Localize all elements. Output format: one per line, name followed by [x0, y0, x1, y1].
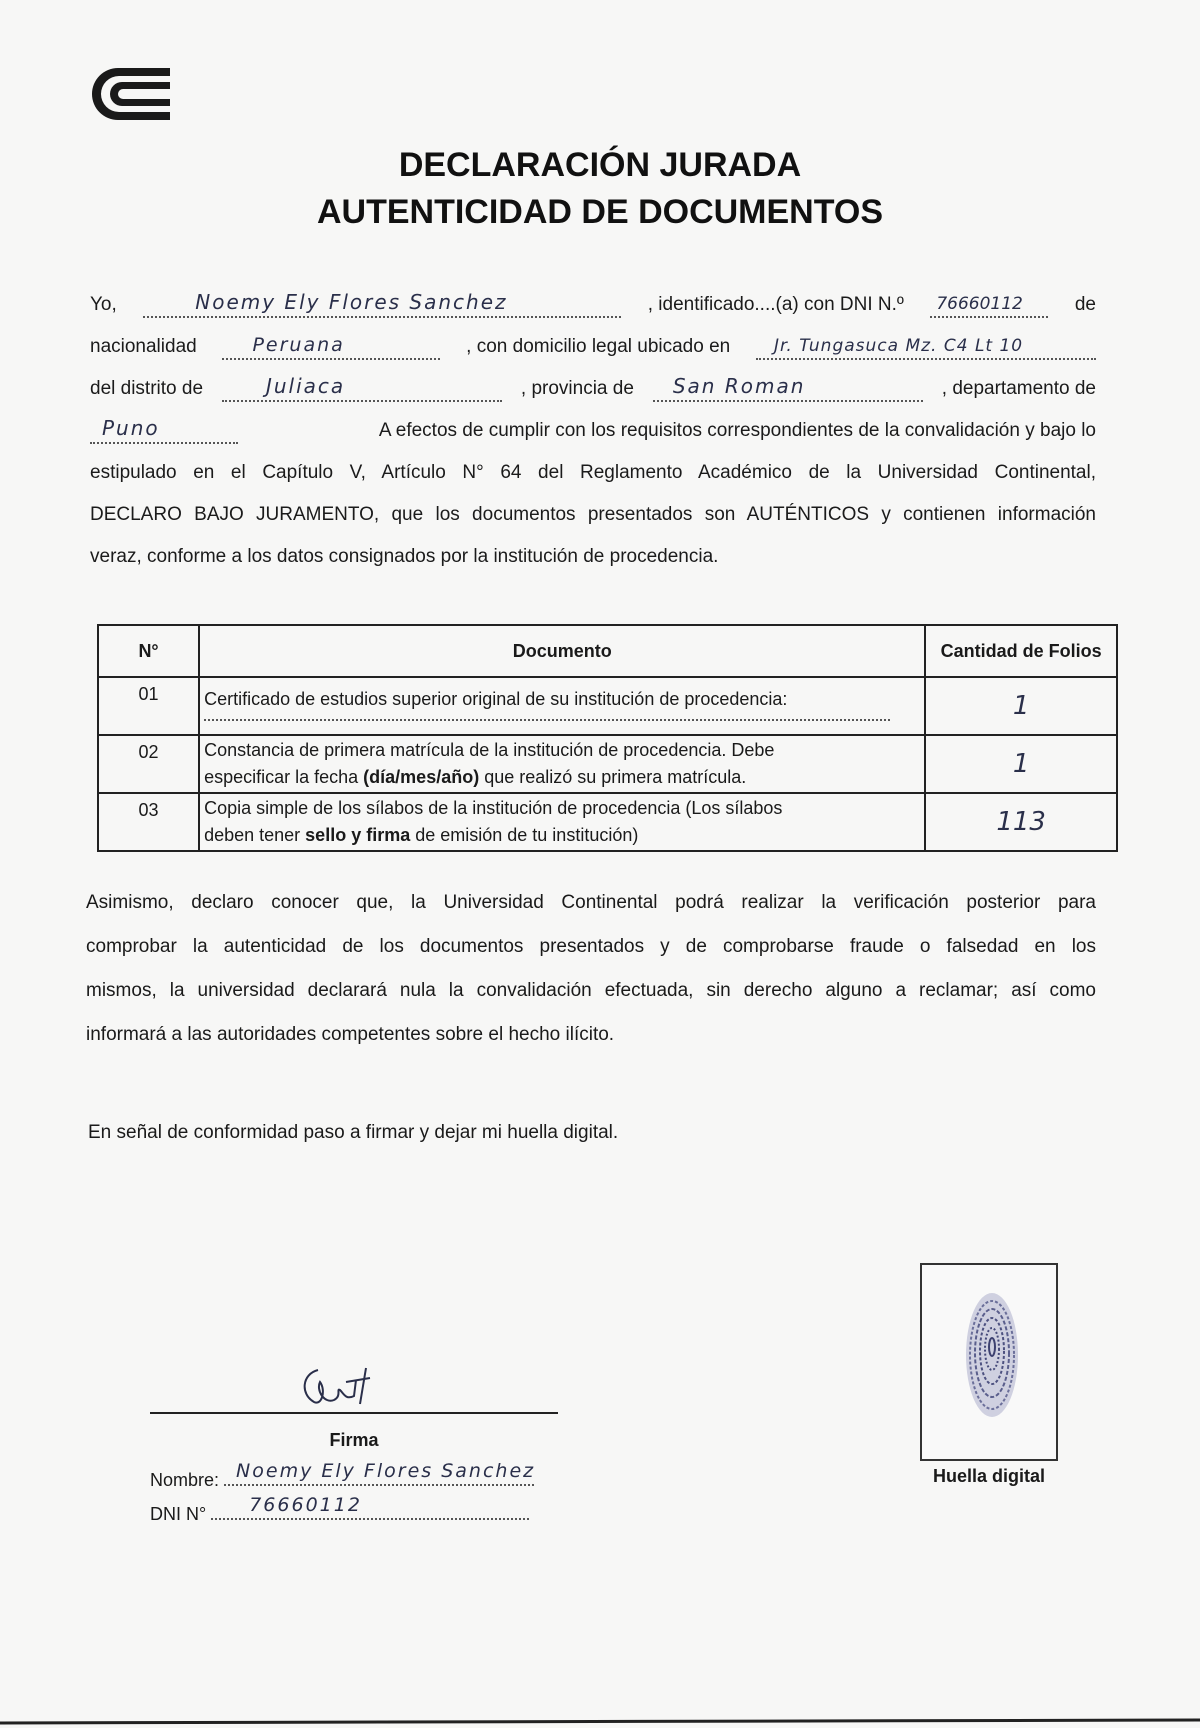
row-folios[interactable]: [925, 735, 1117, 793]
row-doc-line2-bold: (día/mes/año): [363, 767, 480, 787]
header-num: N°: [98, 625, 199, 677]
distrito-handwritten: Juliaca: [265, 374, 346, 398]
row-doc-line2-pre: deben tener: [204, 825, 306, 845]
folios-handwritten: 113: [996, 807, 1046, 837]
nacionalidad-label: nacionalidad: [90, 336, 197, 357]
provincia-handwritten: San Roman: [672, 374, 806, 398]
folios-handwritten: 1: [1012, 749, 1030, 779]
university-logo-icon: [92, 64, 174, 124]
declaration-text-7: veraz, conforme a los datos consignados por la institución de procedencia.: [90, 546, 719, 567]
conformidad-text: En señal de conformidad paso a firmar y dejar mi huella digital.: [88, 1122, 619, 1143]
domicilio-label: , con domicilio legal ubicado en: [466, 336, 731, 357]
row-num: 02: [98, 735, 199, 793]
dni-handwritten: 76660112: [936, 294, 1023, 314]
signature-dni-handwritten: 76660112: [249, 1494, 362, 1516]
nombre-handwritten: Noemy Ely Flores Sanchez: [236, 1460, 536, 1482]
declaration-text-4: A efectos de cumplir con los requisitos correspondientes de la convalidación y bajo lo: [378, 420, 1096, 441]
row-doc: [199, 793, 925, 851]
fingerprint-label: Huella digital: [932, 1466, 1046, 1486]
document-subtitle: AUTENTICIDAD DE DOCUMENTOS: [316, 193, 884, 231]
declaration-line-2: [90, 336, 1096, 370]
row-doc-dotted-line: [204, 713, 890, 721]
table-header-row: [98, 625, 1117, 677]
nombre-label: Nombre:: [150, 1470, 220, 1490]
table-row: [98, 735, 1117, 793]
de-label: de: [1074, 294, 1096, 315]
asimismo-line-2: comprobar la autenticidad de los documentos presentados y de comprobarse fraude o falsedad en los: [86, 936, 1096, 957]
domicilio-field[interactable]: [756, 336, 1096, 360]
distrito-label: del distrito de: [90, 378, 204, 399]
name-field[interactable]: [143, 290, 621, 318]
nombre-field[interactable]: [224, 1462, 534, 1486]
folios-handwritten: 1: [1012, 691, 1030, 721]
asimismo-line-3: mismos, la universidad declarará nula la convalidación efectuada, sin derecho alguno a reclamar; así como: [86, 980, 1096, 1001]
provincia-field[interactable]: [653, 374, 923, 402]
signature-dni-field[interactable]: [211, 1496, 529, 1520]
asimismo-line-1: Asimismo, declaro conocer que, la Universidad Continental podrá realizar la verificación posterior para: [86, 892, 1096, 913]
row-doc-line2-post: que realizó su primera matrícula.: [479, 767, 747, 787]
row-doc-line1: Copia simple de los sílabos de la institución de procedencia (Los sílabos: [204, 798, 783, 818]
row-num: 03: [98, 793, 199, 851]
provincia-label: , provincia de: [520, 378, 634, 399]
nacionalidad-field[interactable]: [222, 336, 440, 360]
row-doc-line2-bold: sello y firma: [305, 825, 411, 845]
declaration-line-4: [90, 416, 1096, 454]
table-row: [98, 793, 1117, 851]
row-doc-line1: Constancia de primera matrícula de la institución de procedencia. Debe: [204, 740, 775, 760]
departamento-field[interactable]: [90, 416, 238, 444]
row-doc-line2-post: de emisión de tu institución): [410, 825, 639, 845]
dni-field[interactable]: [930, 294, 1048, 318]
departamento-handwritten: Puno: [102, 416, 160, 440]
signature-line: [150, 1412, 558, 1414]
distrito-field[interactable]: [222, 374, 502, 402]
dni-label: DNI N°: [150, 1504, 207, 1524]
row-doc-line2: [204, 822, 920, 849]
declaration-line-1: [90, 290, 1096, 328]
header-doc: Documento: [199, 625, 925, 677]
signature-scribble-icon: [296, 1360, 386, 1416]
nacionalidad-handwritten: Peruana: [252, 334, 345, 356]
identificado-label: , identificado....(a) con DNI N.º: [647, 294, 904, 315]
departamento-label: , departamento de: [941, 378, 1096, 399]
declaration-text-5: estipulado en el Capítulo V, Artículo N° 64 del Reglamento Académico de la Universidad Continental,: [90, 462, 1096, 483]
row-folios[interactable]: [925, 677, 1117, 735]
signature-dni-row: [150, 1496, 529, 1525]
table-row: [98, 677, 1117, 735]
signature-name-row: [150, 1462, 534, 1491]
fingerprint-box[interactable]: [920, 1263, 1058, 1461]
row-doc-text: Certificado de estudios superior original de su institución de procedencia:: [204, 688, 788, 709]
row-doc-line2: [204, 764, 920, 791]
page-edge-line: [0, 1718, 1200, 1728]
row-doc: [199, 677, 925, 735]
yo-label: Yo,: [90, 294, 117, 315]
name-handwritten: Noemy Ely Flores Sanchez: [195, 290, 508, 314]
row-doc: [199, 735, 925, 793]
header-folios: Cantidad de Folios: [925, 625, 1117, 677]
signature-label: Firma: [329, 1430, 379, 1450]
row-folios[interactable]: [925, 793, 1117, 851]
document-title: DECLARACIÓN JURADA: [398, 146, 802, 184]
row-num: 01: [98, 677, 199, 735]
fingerprint-icon: [960, 1287, 1024, 1423]
domicilio-handwritten: Jr. Tungasuca Mz. C4 Lt 10: [773, 336, 1024, 356]
declaration-text-6: DECLARO BAJO JURAMENTO, que los documentos presentados son AUTÉNTICOS y contienen información: [90, 504, 1096, 525]
declaration-line-3: [90, 374, 1096, 412]
row-doc-line2-pre: especificar la fecha: [204, 767, 364, 787]
asimismo-line-4: informará a las autoridades competentes sobre el hecho ilícito.: [86, 1024, 615, 1045]
documents-table: [97, 624, 1118, 852]
